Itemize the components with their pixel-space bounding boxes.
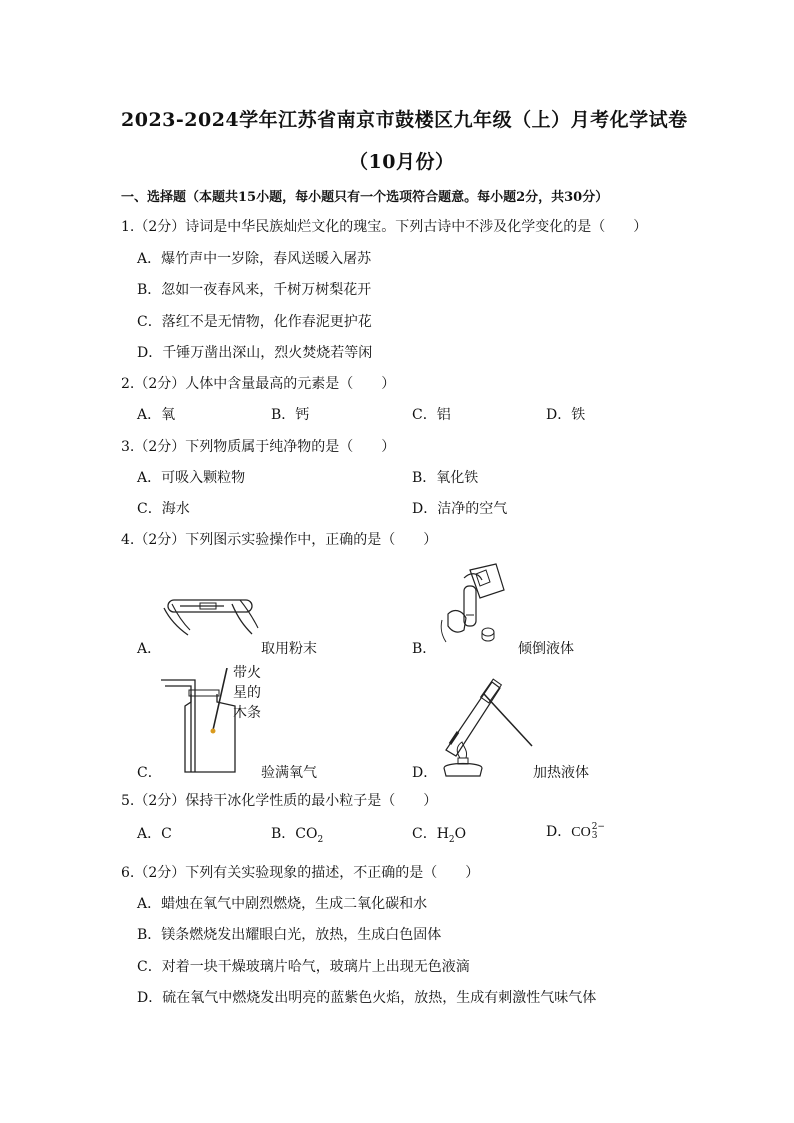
question-6-option-a: A．蜡烛在氧气中剧烈燃烧，生成二氧化碳和水 bbox=[137, 896, 428, 912]
question-3-option-b: B．氧化铁 bbox=[412, 470, 479, 486]
question-3-option-d: D．洁净的空气 bbox=[412, 501, 508, 517]
question-1-stem: 1.（2分）诗词是中华民族灿烂文化的瑰宝。下列古诗中不涉及化学变化的是（ ） bbox=[121, 219, 648, 235]
question-4-option-b-letter: B． bbox=[412, 641, 437, 657]
question-2-option-a: A．氧 bbox=[137, 407, 176, 423]
question-6-option-c: C．对着一块干燥玻璃片哈气，玻璃片上出现无色液滴 bbox=[137, 959, 470, 975]
question-1-option-c: C．落红不是无情物，化作春泥更护花 bbox=[137, 314, 372, 330]
question-5-stem: 5.（2分）保持干冰化学性质的最小粒子是（ ） bbox=[121, 793, 438, 809]
question-1-option-b: B．忽如一夜春风来，千树万树梨花开 bbox=[137, 282, 372, 298]
question-3-option-a: A．可吸入颗粒物 bbox=[137, 470, 246, 486]
exam-title-line1: 2023-2024学年江苏省南京市鼓楼区九年级（上）月考化学试卷 bbox=[121, 109, 688, 131]
question-5-option-c: C．$H_2O$ bbox=[412, 826, 467, 845]
question-4-option-c-letter: C． bbox=[137, 765, 162, 781]
splint-label-line1: 带火 bbox=[233, 665, 261, 681]
question-3-option-c: C．海水 bbox=[137, 501, 190, 517]
question-1-option-d: D．千锤万凿出深山，烈火焚烧若等闲 bbox=[137, 345, 373, 361]
question-4-option-c-caption: 验满氧气 bbox=[261, 765, 317, 781]
question-3-stem: 3.（2分）下列物质属于纯净物的是（ ） bbox=[121, 439, 396, 455]
question-6-stem: 6.（2分）下列有关实验现象的描述，不正确的是（ ） bbox=[121, 865, 480, 881]
figure-powder-transfer bbox=[160, 590, 260, 640]
question-1-option-a: A．爆竹声中一岁除，春风送暖入屠苏 bbox=[137, 251, 372, 267]
question-5-option-d: D．CO 2− 3 bbox=[546, 822, 605, 841]
question-4-option-d-letter: D． bbox=[412, 765, 438, 781]
question-6-option-d: D．硫在氧气中燃烧发出明亮的蓝紫色火焰，放热，生成有刺激性气味气体 bbox=[137, 990, 597, 1006]
question-4-stem: 4.（2分）下列图示实验操作中，正确的是（ ） bbox=[121, 532, 438, 548]
figure-oxygen-check bbox=[155, 668, 240, 778]
exam-title-line2: （10月份） bbox=[349, 151, 455, 173]
figure-pour-liquid bbox=[430, 560, 510, 645]
question-6-option-b: B．镁条燃烧发出耀眼白光，放热，生成白色固体 bbox=[137, 927, 442, 943]
figure-heat-liquid bbox=[436, 676, 536, 780]
question-2-stem: 2.（2分）人体中含量最高的元素是（ ） bbox=[121, 376, 396, 392]
splint-label-line2: 星的 bbox=[233, 685, 261, 701]
question-2-option-d: D．铁 bbox=[546, 407, 586, 423]
splint-label-line3: 木条 bbox=[233, 705, 261, 721]
question-4-option-a-caption: 取用粉末 bbox=[261, 641, 317, 657]
question-4-option-b-caption: 倾倒液体 bbox=[518, 641, 574, 657]
question-4-option-d-caption: 加热液体 bbox=[533, 765, 589, 781]
question-5-option-a: A．C bbox=[137, 826, 172, 842]
question-2-option-c: C．铝 bbox=[412, 407, 451, 423]
question-2-option-b: B．钙 bbox=[271, 407, 310, 423]
question-5-option-b: B．$CO_2$ bbox=[271, 826, 324, 845]
question-4-option-a-letter: A． bbox=[137, 641, 162, 657]
section-header: 一、选择题（本题共15小题，每小题只有一个选项符合题意。每小题2分，共30分） bbox=[121, 190, 609, 205]
